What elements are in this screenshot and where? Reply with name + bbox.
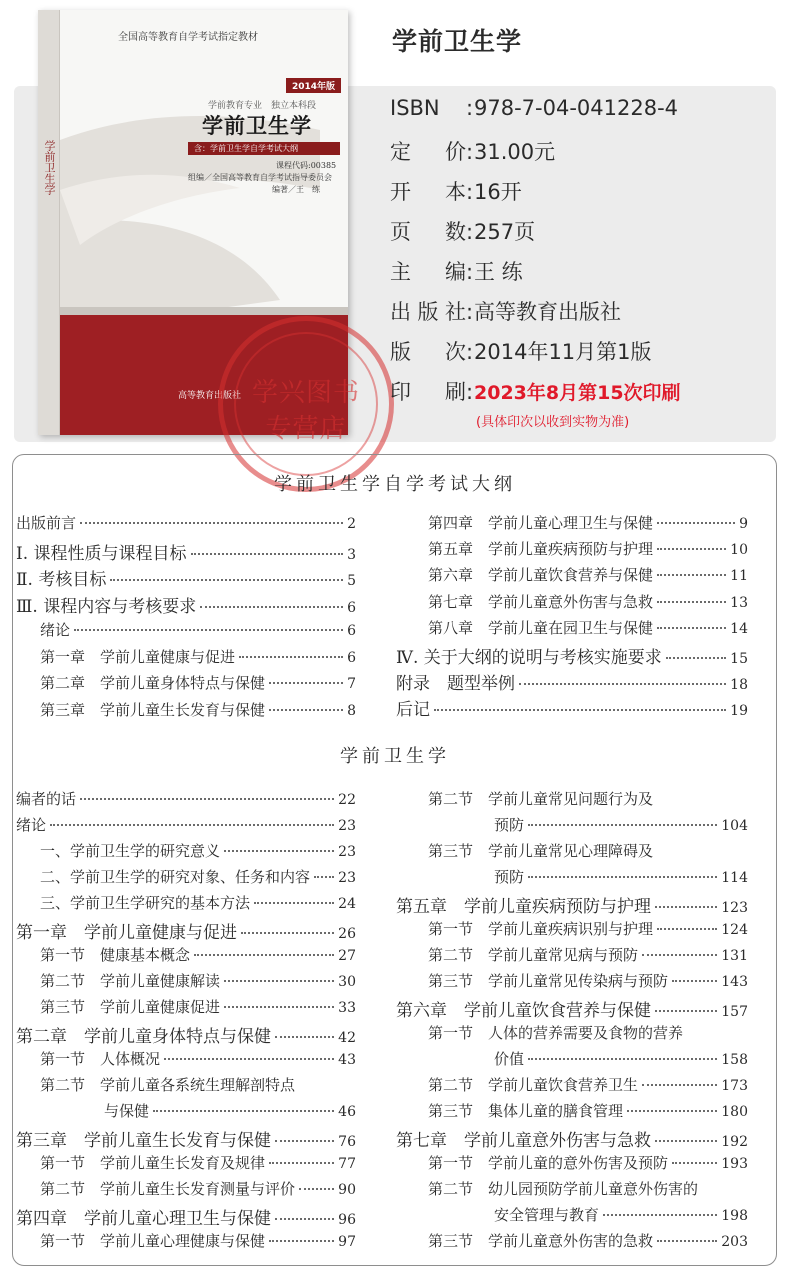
spec-value: 2014年11月第1版	[474, 340, 652, 364]
toc-entry	[16, 1022, 356, 1047]
toc-leader-dots	[655, 906, 717, 908]
toc-page-number: 27	[338, 948, 356, 964]
toc-entry	[428, 1100, 748, 1121]
spec-row	[390, 216, 535, 246]
toc-entry	[428, 788, 653, 809]
toc-entry	[494, 866, 748, 887]
toc-entry	[40, 1074, 295, 1095]
spec-value: 高等教育出版社	[474, 300, 621, 324]
spec-row	[390, 96, 678, 126]
toc-entry-title: 价值	[494, 1050, 525, 1068]
toc-leader-dots	[528, 824, 717, 826]
toc-entry	[16, 918, 356, 943]
toc-entry-title: 附录 题型举例	[396, 674, 515, 695]
toc-page-number: 7	[347, 676, 356, 693]
toc-entry-title: 第四章 学前儿童心理卫生与保健	[428, 514, 654, 532]
toc-page-number: 23	[338, 818, 356, 834]
toc-entry-title: 第六章 学前儿童饮食营养与保健	[428, 566, 654, 585]
toc-leader-dots	[224, 1006, 334, 1008]
toc-entry-title: 第二节 学前儿童健康解读	[40, 972, 221, 990]
spec-row	[390, 176, 522, 206]
toc-entry-title: 出版前言	[16, 514, 77, 532]
toc-leader-dots	[657, 627, 726, 629]
toc-entry	[396, 643, 748, 668]
toc-entry	[40, 866, 356, 887]
spec-row	[390, 336, 652, 366]
cover-organizer: 组编／全国高等教育自学考试指导委员会	[188, 173, 332, 182]
toc-page-number: 192	[721, 1134, 748, 1150]
cover-subtitle-bar: 含：学前卫生学自学考试大纲	[188, 142, 340, 155]
toc-entry-title: 第六章 学前儿童饮食营养与保健	[396, 1001, 651, 1021]
toc-page-number: 157	[721, 1004, 748, 1020]
toc-entry	[16, 1204, 356, 1229]
toc-page-number: 18	[730, 677, 748, 694]
toc-entry	[16, 512, 356, 533]
spec-label: 定价	[390, 140, 466, 164]
stamp-line-1: 学兴图书	[251, 378, 360, 408]
toc-entry-title: 绪论	[40, 620, 71, 639]
toc-entry	[40, 1230, 356, 1251]
toc-page-number: 6	[347, 649, 356, 666]
toc-page-number: 76	[338, 1134, 356, 1150]
toc-entry	[16, 592, 356, 617]
cover-course-code: 课程代码:00385	[276, 161, 337, 170]
toc-entry-title: 第三节 学前儿童意外伤害的急救	[428, 1232, 654, 1250]
toc-page-number: 96	[338, 1212, 356, 1228]
toc-entry-title: 预防	[494, 868, 525, 886]
toc-entry-title: 第二节 幼儿园预防学前儿童意外伤害的	[428, 1180, 699, 1198]
toc-entry-title: 编者的话	[16, 790, 77, 808]
toc-entry-title: 第二节 学前儿童常见问题行为及	[428, 790, 654, 808]
toc-entry-title: 后记	[396, 700, 430, 721]
spec-label: 印刷	[390, 380, 466, 404]
toc-page-number: 14	[730, 620, 748, 637]
toc-leader-dots	[642, 1084, 717, 1086]
toc-page-number: 2	[347, 516, 356, 532]
toc-entry	[16, 1126, 356, 1151]
product-title: 学前卫生学	[392, 27, 523, 56]
toc-entry-title: 第一节 学前儿童的意外伤害及预防	[428, 1154, 669, 1172]
toc-leader-dots	[655, 1140, 717, 1142]
toc-entry	[428, 970, 748, 991]
toc-entry-title: 第七章 学前儿童意外伤害与急救	[396, 1131, 651, 1151]
cover-title: 学前卫生学	[202, 113, 312, 138]
toc-entry	[396, 1126, 748, 1151]
toc-leader-dots	[642, 954, 717, 956]
toc-entry	[16, 539, 356, 564]
toc-entry	[40, 1048, 356, 1069]
spec-row	[390, 376, 681, 406]
toc-leader-dots	[299, 1188, 334, 1190]
toc-entry	[396, 695, 748, 720]
toc-leader-dots	[275, 1140, 334, 1142]
stamp-line-2: 专营店	[265, 414, 347, 444]
toc-leader-dots	[519, 683, 726, 685]
toc-page-number: 3	[347, 546, 356, 563]
toc-page-number: 5	[347, 573, 356, 590]
spec-row	[390, 136, 555, 166]
cover-publisher: 高等教育出版社	[178, 391, 242, 401]
toc-leader-dots	[191, 553, 344, 555]
toc-entry-title: 与保健	[104, 1102, 150, 1120]
toc-leader-dots	[666, 657, 726, 659]
toc-entry-title: Ⅲ. 课程内容与考核要求	[16, 597, 197, 618]
toc-page-number: 42	[338, 1030, 356, 1046]
toc-entry	[428, 1074, 748, 1095]
toc-page-number: 104	[721, 818, 748, 834]
toc-entry-title: 第一节 人体的营养需要及食物的营养	[428, 1024, 684, 1042]
toc-leader-dots	[275, 1036, 334, 1038]
toc-page-number: 143	[721, 974, 748, 990]
toc-leader-dots	[80, 522, 343, 524]
spec-label: 主编	[390, 260, 466, 284]
toc-leader-dots	[657, 548, 726, 550]
toc-entry	[40, 996, 356, 1017]
toc-entry	[40, 892, 356, 913]
toc-leader-dots	[269, 1162, 334, 1164]
toc-leader-dots	[603, 1214, 717, 1216]
spec-value: 31.00元	[474, 140, 556, 164]
toc-page-number: 30	[338, 974, 356, 990]
toc-entry	[428, 1178, 698, 1199]
toc-entry-title: 第五章 学前儿童疾病预防与护理	[428, 540, 654, 559]
spec-colon: :	[466, 180, 474, 204]
cover-series: 全国高等教育自学考试指定教材	[118, 32, 258, 43]
spec-colon: :	[466, 380, 474, 404]
spec-value: 王 练	[474, 260, 523, 284]
toc-page-number: 10	[730, 542, 748, 559]
toc-entry	[428, 1022, 683, 1043]
toc-leader-dots	[657, 574, 726, 576]
toc-page-number: 180	[721, 1104, 748, 1120]
toc-entry-title: 第一章 学前儿童健康与促进	[16, 923, 237, 943]
toc-leader-dots	[110, 579, 343, 581]
toc-entry	[40, 646, 356, 667]
toc-leader-dots	[269, 709, 343, 711]
toc-leader-dots	[434, 709, 726, 711]
toc-page-number: 26	[338, 926, 356, 942]
toc-leader-dots	[200, 606, 343, 608]
toc-page-number: 124	[721, 922, 748, 938]
toc-page-number: 198	[721, 1208, 748, 1224]
toc-page-number: 6	[347, 622, 356, 639]
toc-entry	[40, 840, 356, 861]
toc-entry	[40, 672, 356, 693]
toc-leader-dots	[254, 902, 334, 904]
toc-page-number: 123	[721, 900, 748, 916]
toc-leader-dots	[153, 1110, 334, 1112]
toc-entry-title: 第七章 学前儿童意外伤害与急救	[428, 592, 654, 611]
toc-entry	[40, 619, 356, 640]
toc-leader-dots	[314, 876, 334, 878]
spec-label: 开本	[390, 180, 466, 204]
spec-value: 257页	[474, 220, 536, 244]
toc-entry-title: 预防	[494, 816, 525, 834]
toc-entry	[16, 788, 356, 809]
toc-entry-title: 第八章 学前儿童在园卫生与保健	[428, 618, 654, 637]
toc-entry	[494, 814, 748, 835]
spine-title: 学前卫生学	[43, 140, 56, 195]
toc-leader-dots	[657, 522, 735, 524]
toc-entry-title: Ⅳ. 关于大纲的说明与考核实施要求	[396, 648, 662, 668]
toc-page-number: 23	[338, 844, 356, 860]
toc-entry-title: 安全管理与教育	[494, 1206, 600, 1224]
spec-label: ISBN	[390, 96, 440, 120]
toc-leader-dots	[194, 954, 334, 956]
toc-leader-dots	[269, 682, 343, 684]
toc-page-number: 19	[730, 703, 748, 720]
toc-page-number: 11	[730, 568, 748, 585]
spec-label: 页数	[390, 220, 466, 244]
toc-entry-title: 绪论	[16, 816, 47, 834]
toc-entry	[396, 996, 748, 1021]
toc-leader-dots	[224, 850, 334, 852]
toc-entry-title: 第三节 集体儿童的膳食管理	[428, 1102, 624, 1120]
toc-entry	[40, 970, 356, 991]
toc-entry-title: 一、学前卫生学的研究意义	[40, 842, 221, 860]
toc-leader-dots	[50, 824, 334, 826]
toc-leader-dots	[528, 876, 717, 878]
toc-leader-dots	[80, 798, 334, 800]
toc-page-number: 13	[730, 594, 748, 611]
toc-page-number: 77	[338, 1156, 356, 1172]
book-spine	[38, 10, 60, 435]
spec-colon: :	[466, 340, 474, 364]
toc-page-number: 46	[338, 1104, 356, 1120]
toc-leader-dots	[74, 629, 343, 631]
toc-entry	[16, 565, 356, 590]
toc-leader-dots	[164, 1058, 334, 1060]
outline-title: 学前卫生学自学考试大纲	[274, 474, 516, 495]
toc-entry	[428, 1152, 748, 1173]
toc-entry-title: 第三节 学前儿童健康促进	[40, 998, 221, 1016]
toc-entry	[428, 591, 748, 612]
toc-entry-title: 二、学前卫生学的研究对象、任务和内容	[40, 868, 311, 886]
toc-entry-title: 第二节 学前儿童生长发育测量与评价	[40, 1180, 296, 1198]
toc-leader-dots	[657, 928, 717, 930]
toc-leader-dots	[269, 1240, 334, 1242]
spec-row	[390, 256, 523, 286]
toc-page-number: 131	[721, 948, 748, 964]
toc-leader-dots	[657, 601, 726, 603]
toc-entry-title: 三、学前卫生学研究的基本方法	[40, 894, 251, 912]
toc-entry-title: 第一节 学前儿童疾病识别与护理	[428, 920, 654, 938]
toc-page-number: 97	[338, 1234, 356, 1250]
toc-leader-dots	[627, 1110, 717, 1112]
toc-page-number: 114	[721, 870, 748, 886]
toc-entry-title: 第三节 学前儿童常见传染病与预防	[428, 972, 669, 990]
toc-page-number: 9	[739, 516, 748, 532]
book-toc-title: 学前卫生学	[340, 746, 450, 767]
toc-page-number: 158	[721, 1052, 748, 1068]
spec-colon: :	[466, 220, 474, 244]
toc-entry	[428, 617, 748, 638]
toc-page-number: 8	[347, 702, 356, 719]
toc-entry	[428, 1230, 748, 1251]
toc-leader-dots	[241, 932, 334, 934]
toc-entry-title: 第二节 学前儿童各系统生理解剖特点	[40, 1076, 296, 1094]
toc-entry-title: Ⅱ. 考核目标	[16, 570, 107, 591]
toc-entry-title: 第三节 学前儿童常见心理障碍及	[428, 842, 654, 860]
cover-editors	[188, 172, 332, 196]
toc-page-number: 43	[338, 1052, 356, 1068]
toc-leader-dots	[528, 1058, 717, 1060]
toc-entry	[40, 1178, 356, 1199]
toc-page-number: 90	[338, 1182, 356, 1198]
toc-entry-title: 第一节 人体概况	[40, 1050, 161, 1068]
toc-page-number: 22	[338, 792, 356, 808]
toc-entry-title: 第五章 学前儿童疾病预防与护理	[396, 897, 651, 917]
toc-entry-title: 第一节 学前儿童心理健康与保健	[40, 1232, 266, 1250]
toc-entry	[428, 564, 748, 585]
toc-entry-title: 第二章 学前儿童身体特点与保健	[16, 1027, 271, 1047]
toc-leader-dots	[239, 656, 343, 658]
toc-page-number: 33	[338, 1000, 356, 1016]
toc-entry	[494, 1204, 748, 1225]
toc-entry	[494, 1048, 748, 1069]
spec-colon: :	[466, 260, 474, 284]
toc-leader-dots	[657, 1240, 717, 1242]
toc-entry	[40, 944, 356, 965]
toc-page-number: 193	[721, 1156, 748, 1172]
toc-page-number: 24	[338, 896, 356, 912]
cover-edition-badge: 2014年版	[286, 78, 341, 93]
toc-entry	[40, 699, 356, 720]
toc-page-number: 173	[721, 1078, 748, 1094]
toc-entry-title: 第二章 学前儿童身体特点与保健	[40, 674, 266, 693]
toc-entry-title: 第三章 学前儿童生长发育与保健	[40, 700, 266, 719]
toc-entry-title: 第三章 学前儿童生长发育与保健	[16, 1131, 271, 1151]
toc-leader-dots	[224, 980, 334, 982]
spec-value: 16开	[474, 180, 522, 204]
spec-value-highlight: 2023年8月第15次印刷	[474, 382, 681, 404]
spec-colon: :	[466, 300, 474, 324]
toc-entry-title: 第一节 学前儿童生长发育及规律	[40, 1154, 266, 1172]
toc-entry-title: Ⅰ. 课程性质与课程目标	[16, 543, 187, 564]
cover-editor: 编著／王 练	[272, 185, 320, 194]
spec-label: 版次	[390, 340, 466, 364]
toc-leader-dots	[655, 1010, 717, 1012]
toc-entry-title: 第一节 健康基本概念	[40, 946, 191, 964]
toc-leader-dots	[672, 980, 717, 982]
toc-entry	[428, 840, 653, 861]
spec-colon: :	[466, 96, 474, 120]
toc-entry-title: 第二节 学前儿童常见病与预防	[428, 946, 639, 964]
toc-entry	[428, 918, 748, 939]
spec-colon: :	[466, 140, 474, 164]
cover-stripe	[60, 307, 348, 315]
print-note: (具体印次以收到实物为准)	[476, 415, 630, 430]
spec-label: 出版社	[390, 300, 466, 324]
toc-page-number: 15	[730, 651, 748, 667]
spec-row	[390, 296, 621, 326]
toc-entry-title: 第一章 学前儿童健康与促进	[40, 647, 236, 666]
toc-leader-dots	[672, 1162, 717, 1164]
toc-entry	[104, 1100, 356, 1121]
toc-entry	[428, 512, 748, 533]
toc-page-number: 203	[721, 1234, 748, 1250]
toc-entry	[428, 944, 748, 965]
cover-subhead: 学前教育专业 独立本科段	[208, 101, 317, 111]
toc-entry	[40, 1152, 356, 1173]
toc-entry	[396, 892, 748, 917]
toc-page-number: 23	[338, 870, 356, 886]
spec-value: 978-7-04-041228-4	[474, 96, 679, 120]
toc-entry-title: 第四章 学前儿童心理卫生与保健	[16, 1209, 271, 1229]
toc-entry	[428, 538, 748, 559]
toc-leader-dots	[275, 1218, 334, 1220]
toc-entry	[396, 669, 748, 694]
toc-entry-title: 第二节 学前儿童饮食营养卫生	[428, 1076, 639, 1094]
toc-page-number: 6	[347, 600, 356, 617]
toc-entry	[16, 814, 356, 835]
